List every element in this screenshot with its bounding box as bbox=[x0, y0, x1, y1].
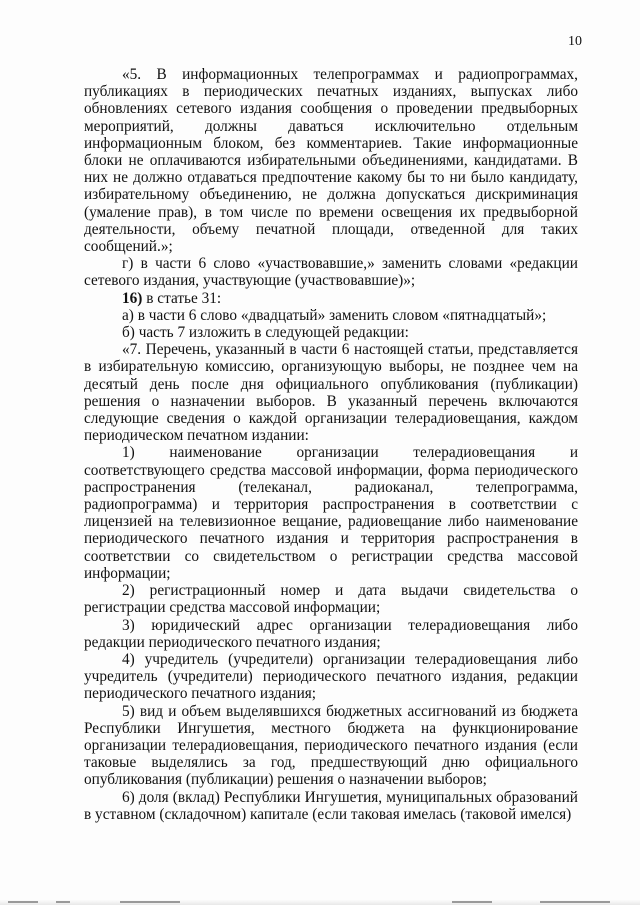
paragraph-item-b: б) часть 7 изложить в следующей редакции: bbox=[122, 324, 409, 342]
scan-mark bbox=[120, 901, 180, 903]
list-item-3: 3) юридический адрес организации телерадиовещания либо редакции периодического печатного издания; bbox=[84, 616, 578, 651]
list-item-5: 5) вид и объем выделявшихся бюджетных ассигнований из бюджета Республики Ингушетия, местного бюджета на функционирование организации телерадиовещания, периодического печатного издания (если таковые выделялись за год, предшествующий дню официального опубликования (публикации) решения о назначении выборов; bbox=[84, 702, 578, 789]
document-body bbox=[84, 66, 578, 823]
scan-mark bbox=[56, 901, 70, 903]
page-number: 10 bbox=[568, 34, 582, 49]
paragraph-item-5: «5. В информационных телепрограммах и радиопрограммах, публикациях в периодических печатных изданиях, выпусках либо обновлениях сетевого издания сообщения о проведении предвыборных мероприятий, должны даваться исключительно отдельным информационным блоком, без комментариев. Такие информационные блоки не оплачиваются избирательными объединениями, кандидатами. В них не должно отдаваться предпочтение какому бы то ни было кандидату, избирательному объединению, не должна допускаться дискриминация (умаление прав), в том числе по времени освещения их предвыборной деятельности, объему печатной площади, отведенной для таких сообщений.»; bbox=[84, 66, 578, 256]
scan-mark bbox=[540, 901, 610, 903]
paragraph-item-7: «7. Перечень, указанный в части 6 настоящей статьи, представляется в избирательную комиссию, организующую выборы, не позднее чем на десятый день после дня официального опубликования (публикации) решения о назначении выборов. В указанный перечень включаются следующие сведения о каждой организации телерадиовещания, каждом периодическом печатном издании: bbox=[84, 341, 578, 445]
list-item-2: 2) регистрационный номер и дата выдачи свидетельства о регистрации средства массовой информации; bbox=[84, 582, 578, 617]
paragraph-item-16 bbox=[84, 290, 578, 307]
paragraph-item-a: а) в части 6 слово «двадцатый» заменить словом «пятнадцатый»; bbox=[122, 306, 547, 324]
list-item-4: 4) учредитель (учредители) организации телерадиовещания либо учредитель (учредители) периодического печатного издания, редакции периодического печатного издания; bbox=[84, 650, 578, 703]
scan-mark bbox=[8, 901, 38, 903]
paragraph-item-g: г) в части 6 слово «участвовавшие,» заменить словами «редакции сетевого издания, участвующие (участвовавшие)»; bbox=[84, 255, 578, 290]
list-item-1: 1) наименование организации телерадиовещания и соответствующего средства массовой информации, форма периодического распространения (телеканал, радиоканал, телепрограмма, радиопрограмма) и территория распространения в соответствии с лицензией на телевизионное вещание, радиовещание либо наименование периодического печатного издания и территория распространения в соответствии со свидетельством о регистрации средства массовой информации; bbox=[84, 444, 578, 582]
scan-mark bbox=[452, 901, 492, 903]
list-item-6: 6) доля (вклад) Республики Ингушетия, муниципальных образований в уставном (складочном) капитале (если таковая имелась (таковой имелся) bbox=[84, 788, 578, 823]
item-number: 16) bbox=[122, 289, 143, 307]
item-text: в статье 31: bbox=[142, 289, 222, 307]
